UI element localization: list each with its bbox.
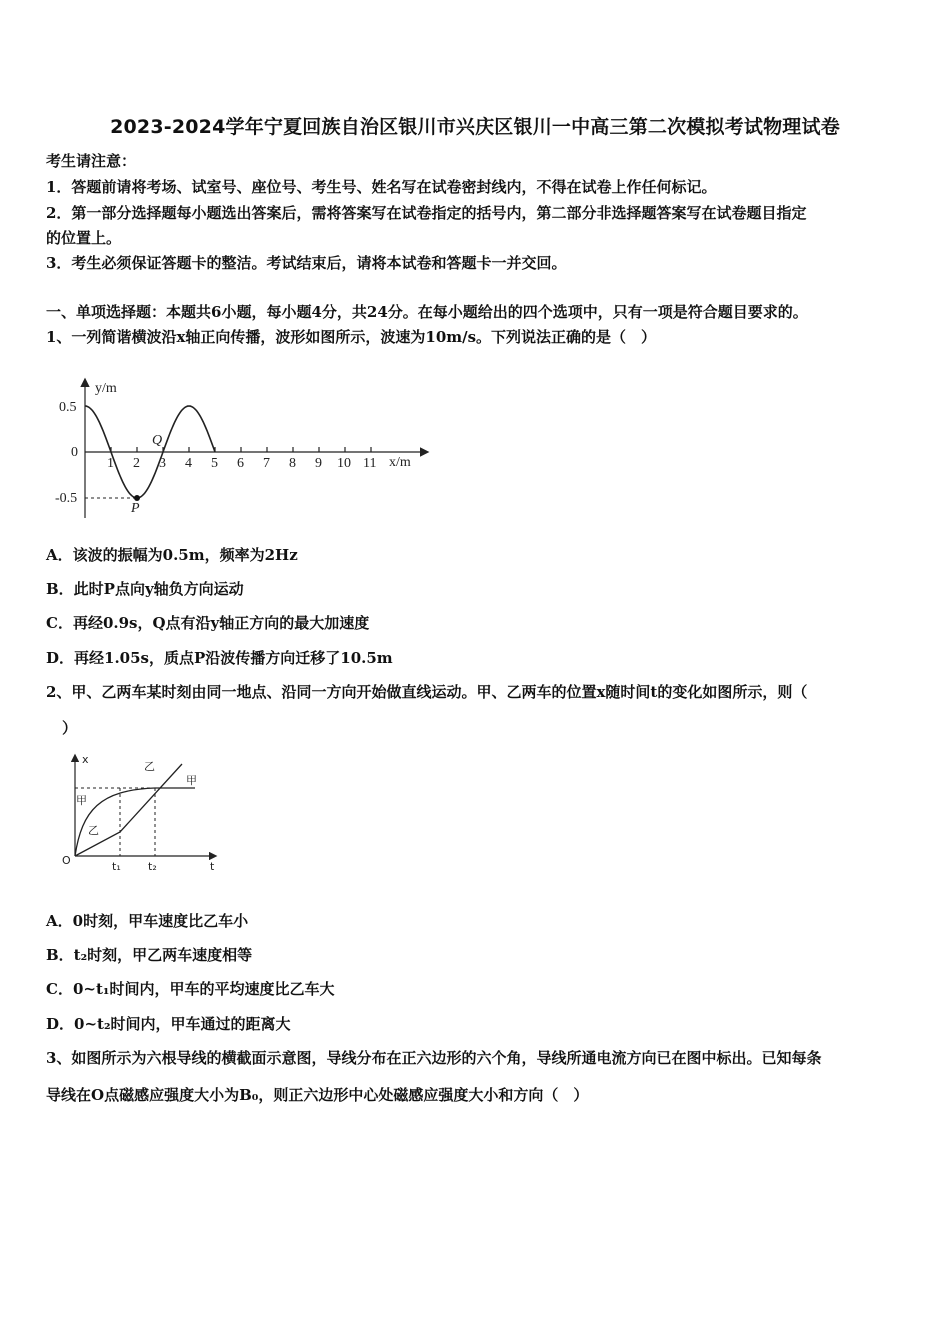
section-heading: 一、单项选择题：本题共6小题，每小题4分，共24分。在每小题给出的四个选项中，只有一项是符合题目要求的。	[46, 303, 808, 321]
q1-option-d: D．再经1.05s，质点P沿波传播方向迁移了10.5m	[46, 649, 393, 667]
question-2-stem: 2、甲、乙两车某时刻由同一地点、沿同一方向开始做直线运动。甲、乙两车的位置x随时间t的变化如图所示，则（	[46, 683, 808, 701]
page-title: 2023-2024学年宁夏回族自治区银川市兴庆区银川一中高三第二次模拟考试物理试卷	[110, 116, 840, 138]
x-label: x	[82, 753, 89, 766]
x-tick-label-4: 4	[185, 456, 192, 471]
x-tick-label-1: 1	[107, 456, 114, 471]
yi-label-top: 乙	[144, 760, 155, 773]
origin-label: O	[62, 854, 71, 867]
q1-option-b: B．此时P点向y轴负方向运动	[46, 580, 244, 598]
x-tick-label-6: 6	[237, 456, 244, 471]
x-tick-label-7: 7	[263, 456, 270, 471]
xt-figure	[60, 750, 230, 880]
q1-option-a: A．该波的振幅为0.5m，频率为2Hz	[46, 546, 298, 564]
yi-line	[75, 764, 182, 856]
jia-label-left: 甲	[76, 794, 87, 807]
x-tick-label-11: 11	[363, 456, 377, 471]
q1-option-c: C．再经0.9s，Q点有沿y轴正方向的最大加速度	[46, 614, 370, 632]
q2-option-a: A．0时刻，甲车速度比乙车小	[46, 912, 249, 930]
notice-heading: 考生请注意：	[46, 152, 137, 170]
point-p-label: P	[131, 501, 140, 516]
y-tick-neg0.5: -0.5	[55, 491, 78, 506]
x-tick-label-2: 2	[133, 456, 140, 471]
t2-label: t₂	[148, 860, 157, 873]
question-3-line-2: 导线在O点磁感应强度大小为B₀，则正六边形中心处磁感应强度大小和方向（ ）	[46, 1086, 589, 1104]
y-tick-0.5: 0.5	[59, 400, 77, 415]
notice-item-1: 1．答题前请将考场、试室号、座位号、考生号、姓名写在试卷密封线内，不得在试卷上作任何标记。	[46, 178, 717, 196]
notice-item-2: 2．第一部分选择题每小题选出答案后，需将答案写在试卷指定的括号内，第二部分非选择题答案写在试卷题目指定	[46, 204, 807, 222]
notice-item-2-cont: 的位置上。	[46, 229, 122, 247]
wave-figure	[55, 372, 435, 522]
y-axis-label: y/m	[95, 381, 117, 396]
t-label: t	[210, 860, 215, 873]
question-1-stem: 1、一列简谐横波沿x轴正向传播，波形如图所示，波速为10m/s。下列说法正确的是（ ）	[46, 328, 657, 346]
x-tick-label-5: 5	[211, 456, 218, 471]
notice-item-3: 3．考生必须保证答题卡的整洁。考试结束后，请将本试卷和答题卡一并交回。	[46, 254, 567, 272]
q2-option-c: C．0~t₁时间内，甲车的平均速度比乙车大	[46, 980, 335, 998]
q2-option-b: B．t₂时刻，甲乙两车速度相等	[46, 946, 253, 964]
jia-label-right: 甲	[186, 774, 197, 787]
question-2-stem-cont: ）	[62, 719, 78, 737]
yi-label-bottom: 乙	[88, 824, 99, 837]
point-q-label: Q	[152, 433, 163, 448]
q2-option-d: D．0~t₂时间内，甲车通过的距离大	[46, 1015, 291, 1033]
x-axis-label: x/m	[389, 455, 411, 470]
x-tick-label-3: 3	[159, 456, 166, 471]
x-tick-label-8: 8	[289, 456, 296, 471]
x-tick-label-9: 9	[315, 456, 322, 471]
y-tick-0: 0	[71, 445, 78, 460]
t1-label: t₁	[112, 860, 121, 873]
x-tick-label-10: 10	[337, 456, 351, 471]
question-3-line-1: 3、如图所示为六根导线的横截面示意图，导线分布在正六边形的六个角，导线所通电流方向已在图中标出。已知每条	[46, 1049, 822, 1067]
